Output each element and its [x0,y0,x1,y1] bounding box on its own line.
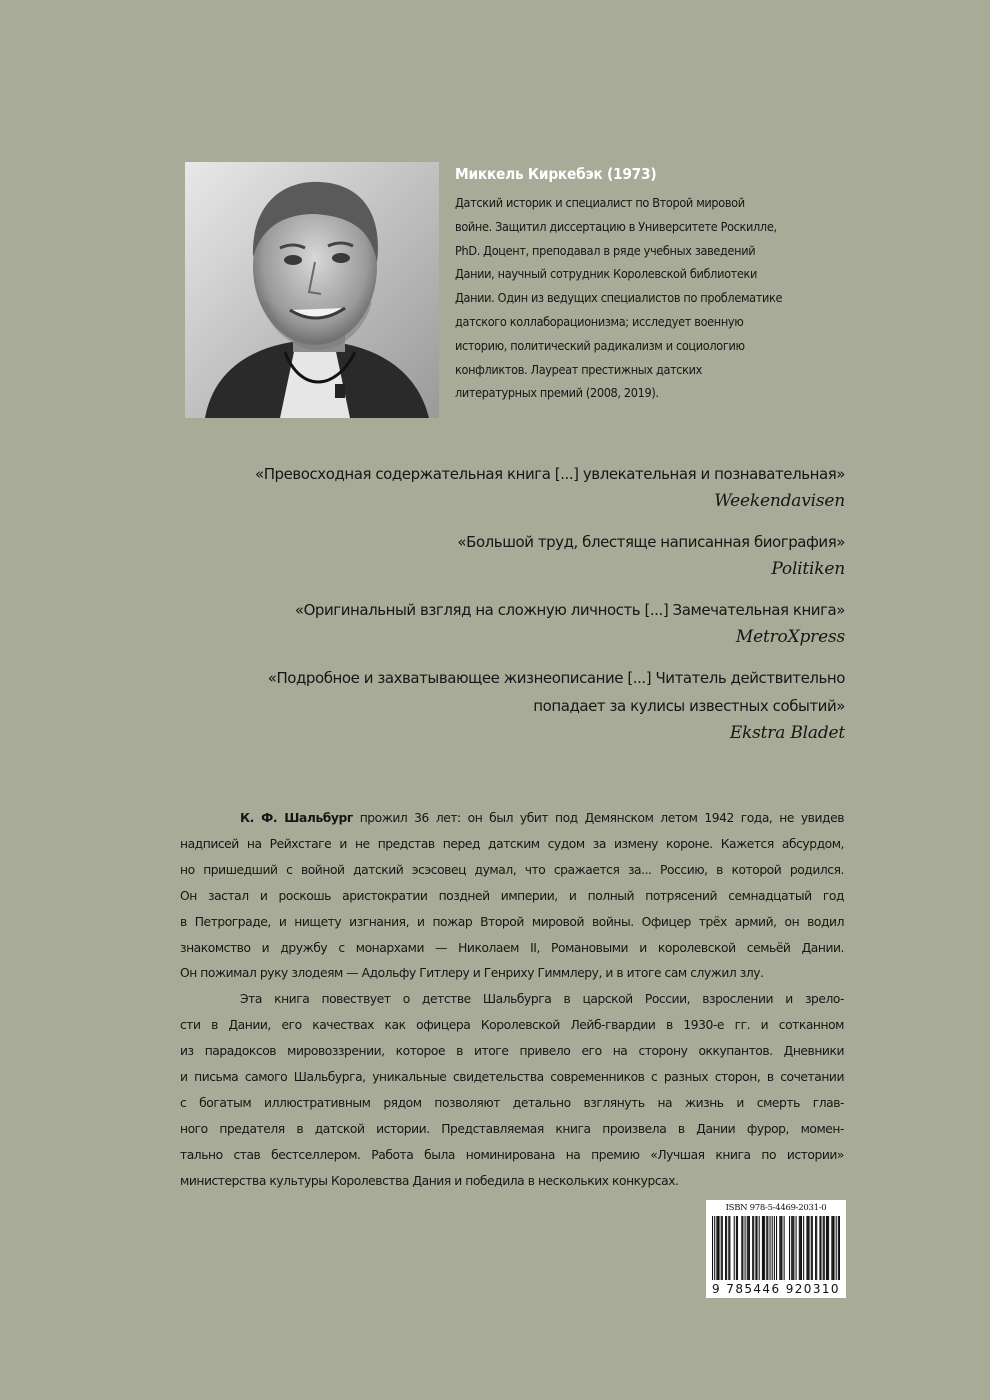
description-line: Он пожимал руку злодеям — Адольфу Гитлеру и Генриху Гиммлеру, и в итоге сам служил злу. [180,966,764,981]
barcode-bar [799,1216,800,1280]
bio-line: Дании, научный сотрудник Королевской библиотеки [455,266,758,282]
author-photo [185,162,439,418]
author-bio-text [455,191,860,405]
bio-line: историю, политический радикализм и социологию [455,337,745,353]
description-line: сти в Дании, его качествах как офицера Королевской Лейб-гвардии в 1930-е гг. и сотканном [180,1018,844,1033]
quote-source: Weekendavisen [714,491,845,511]
barcode-bar [796,1216,797,1280]
barcode-bar [725,1216,726,1280]
barcode-bar [807,1216,808,1280]
barcode-bar [748,1216,749,1280]
description-line: министерства культуры Королевства Дания и победила в нескольких конкурсах. [180,1173,679,1188]
barcode-bar [803,1216,804,1280]
barcode-bar [806,1216,807,1280]
barcode-bar [763,1216,764,1280]
description-line: из парадоксов мировоззрении, которое в итоге привело его на сторону оккупантов. Дневники [180,1044,844,1059]
description-line [180,806,844,832]
barcode-bar [826,1216,827,1280]
isbn-digits: 9 785446 920310 [712,1282,840,1296]
barcode-bars [712,1216,840,1280]
barcode-bar [772,1216,773,1280]
barcode-bar [801,1216,802,1280]
barcode-bar [838,1216,839,1280]
barcode-bar [734,1216,735,1280]
barcode-bar [756,1216,757,1280]
barcode-bar [759,1216,760,1280]
description-line: тально став бестселлером. Работа была номинирована на премию «Лучшая книга по истории» [180,1147,844,1162]
description-line: и письма самого Шальбурга, уникальные свидетельства современников с разных сторон, в сочетании [180,1070,844,1085]
author-name: Миккель Киркебэк (1973) [455,165,657,183]
barcode-bar [728,1216,729,1280]
barcode-bar [811,1216,812,1280]
barcode-bar [823,1216,824,1280]
barcode-bar [820,1216,821,1280]
barcode-bar [815,1216,816,1280]
barcode-bar [824,1216,825,1280]
barcode-bar [827,1216,828,1280]
description-line: в Петрограде, и нищету изгнания, и пожар Второй мировой войны. Офицер трёх армий, он водил [180,914,844,929]
barcode-bar [839,1216,840,1280]
barcode-bar [831,1216,832,1280]
bio-line: датского коллаборационизма; исследует военную [455,313,744,329]
barcode-bar [828,1216,829,1280]
barcode-bar [737,1216,738,1280]
bio-line: войне. Защитил диссертацию в Университете Роскилле, [455,218,777,234]
quote-text: «Подробное и захватывающее жизнеописание [...] Читатель действительно [267,669,845,687]
barcode-bar [816,1216,817,1280]
book-description [180,806,844,1195]
quote-source: Ekstra Bladet [729,723,845,743]
barcode-bar [836,1216,837,1280]
quote-text: «Оригинальный взгляд на сложную личность [...] Замечательная книга» [294,601,845,619]
barcode-bar [781,1216,782,1280]
author-portrait-image [185,162,439,418]
bio-line: Дании. Один из ведущих специалистов по проблематике [455,290,783,306]
bio-line: Датский историк и специалист по Второй мировой [455,195,745,210]
description-line: знакомство и дружбу с монархами — Николаем II, Романовыми и королевской семьёй Дании. [180,940,844,955]
barcode-bar [745,1216,746,1280]
description-text: прожил 36 лет: он был убит под Демянском летом 1942 года, не увидев [352,811,844,825]
barcode-bar [729,1216,730,1280]
barcode-bar [714,1216,715,1280]
author-bio [455,165,860,405]
quote-block [150,664,845,746]
barcode-bar [749,1216,750,1280]
barcode-bar [719,1216,720,1280]
barcode-bar [722,1216,723,1280]
barcode-bar [767,1216,768,1280]
barcode-bar [766,1216,767,1280]
barcode-bar [753,1216,754,1280]
barcode-bar [780,1216,781,1280]
barcode-bar [721,1216,722,1280]
subject-name: К. Ф. Шальбург [240,811,353,825]
bio-line: литературных премий (2008, 2019). [455,385,659,401]
bio-line: конфликтов. Лауреат престижных датских [455,361,703,377]
barcode-bar [789,1216,790,1280]
quote-text: «Большой труд, блестяще написанная биография» [457,533,845,551]
barcode-bar [779,1216,780,1280]
description-line: с богатым иллюстративным рядом позволяют детально взглянуть на жизнь и смерть глав- [180,1095,844,1110]
barcode-bar [774,1216,775,1280]
description-line: Он застал и роскошь аристократии поздней империи, и полный потрясений семнадцатый год [180,888,844,903]
barcode-bar [752,1216,753,1280]
barcode-bar [764,1216,765,1280]
barcode-bar [791,1216,792,1280]
quote-block [150,596,845,650]
barcode-bar [742,1216,743,1280]
barcode-bar [833,1216,834,1280]
quote-source: MetroXpress [735,627,845,647]
bio-line: PhD. Доцент, преподавал в ряде учебных заведений [455,242,756,258]
description-line: Эта книга повествует о детстве Шальбурга в царской России, взрослении и зрело- [240,992,844,1007]
barcode-bar [832,1216,833,1280]
barcode-bar [776,1216,777,1280]
barcode-bar [717,1216,718,1280]
quote-source: Politiken [771,559,845,579]
barcode-bar [812,1216,813,1280]
quote-block [150,528,845,582]
barcode-bar [793,1216,794,1280]
barcode-bar [726,1216,727,1280]
barcode-bar [784,1216,785,1280]
press-quotes [150,460,845,760]
barcode-bar [741,1216,742,1280]
barcode-bar [769,1216,770,1280]
barcode-bar [762,1216,763,1280]
isbn-barcode [706,1200,846,1298]
barcode-bar [792,1216,793,1280]
quote-text: попадает за кулисы известных событий» [533,697,845,715]
quote-block [150,460,845,514]
barcode-bar [747,1216,748,1280]
description-line: ного предателя в датской истории. Представляемая книга произвела в Дании фурор, момен- [180,1121,844,1136]
barcode-bar [755,1216,756,1280]
isbn-label: ISBN 978-5-4469-2031-0 [725,1203,827,1213]
barcode-bar [736,1216,737,1280]
barcode-bar [800,1216,801,1280]
description-line: но пришедший с войной датский эсэсовец думал, что сражается за... Россию, в которой родился. [180,862,844,877]
barcode-bar [712,1216,713,1280]
barcode-bar [809,1216,810,1280]
barcode-bar [716,1216,717,1280]
quote-text: «Превосходная содержательная книга [...] увлекательная и познавательная» [254,465,845,483]
barcode-bar [819,1216,820,1280]
description-line: надписей на Рейхстаге и не представ перед датским судом за измену короне. Кажется абсурдом, [180,836,844,851]
